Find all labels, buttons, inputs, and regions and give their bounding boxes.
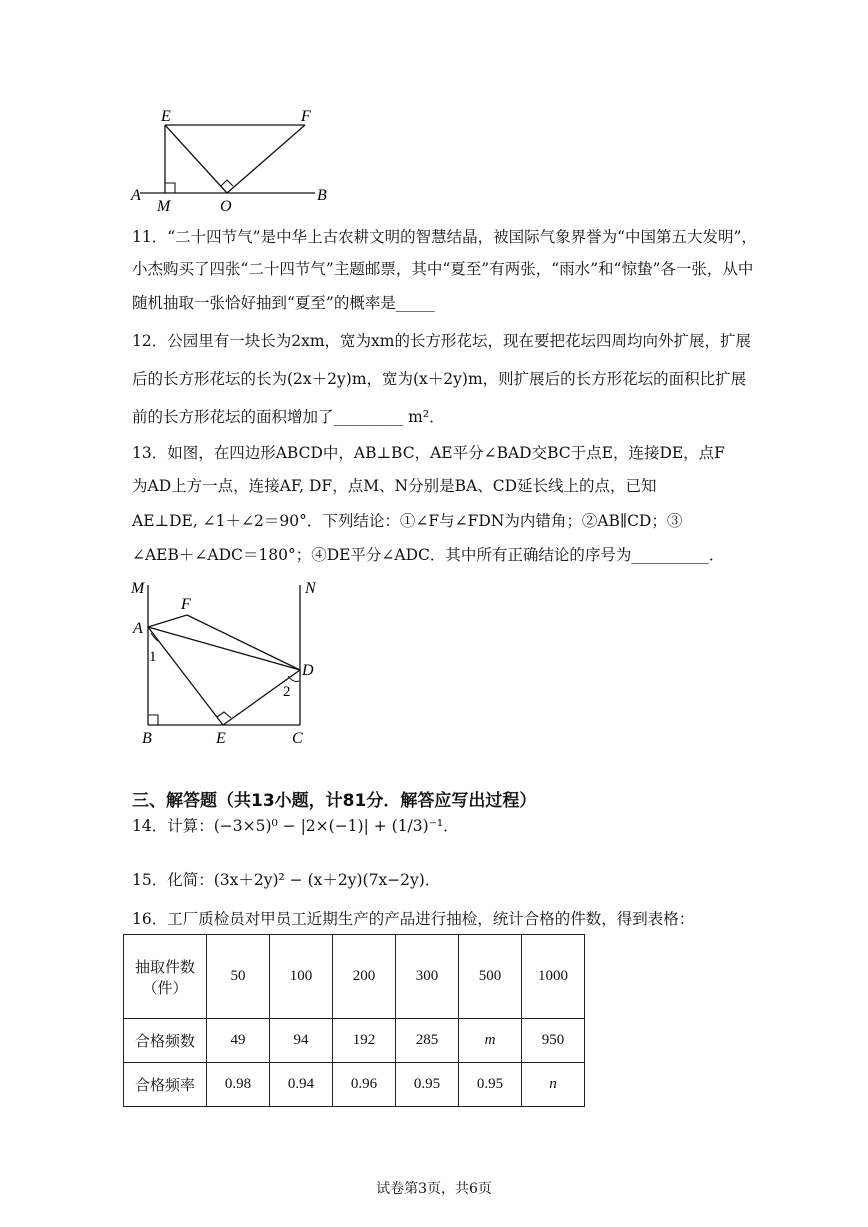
table-row xyxy=(124,1063,585,1107)
table-cell: 1000 xyxy=(522,935,585,1019)
table-cell: 94 xyxy=(270,1019,333,1063)
table-cell: 合格频数 xyxy=(124,1019,207,1063)
label-M: M xyxy=(157,198,171,215)
label-M: M xyxy=(131,580,145,597)
table-cell: 抽取件数（件） xyxy=(124,935,207,1019)
q13-line2: 为AD上方一点，连接AF, DF，点M、N分别是BA、CD延长线上的点，已知 xyxy=(132,477,657,495)
label-2: 2 xyxy=(283,684,291,700)
table-cell: 50 xyxy=(207,935,270,1019)
table-cell: 0.98 xyxy=(207,1063,270,1107)
q15: 15．化简：(3x＋2y)² − (x＋2y)(7x−2y)． xyxy=(132,871,441,889)
label-C: C xyxy=(292,730,303,747)
label-1: 1 xyxy=(149,649,157,665)
section-heading: 三、解答题（共13小题，计81分．解答应写出过程） xyxy=(132,791,537,811)
table-cell: 100 xyxy=(270,935,333,1019)
frequency-table xyxy=(123,934,585,1107)
table-cell: 192 xyxy=(333,1019,396,1063)
label-B: B xyxy=(317,187,327,204)
table-cell: 300 xyxy=(396,935,459,1019)
label-E: E xyxy=(216,730,226,747)
table-cell: 500 xyxy=(459,935,522,1019)
figure-q13 xyxy=(125,575,335,750)
page-footer: 试卷第3页，共6页 xyxy=(376,1181,492,1197)
q11-line1: 11．“二十四节气”是中华上古农耕文明的智慧结晶，被国际气象界誉为“中国第五大发明”， xyxy=(132,228,757,246)
label-A: A xyxy=(133,620,143,637)
label-N: N xyxy=(305,580,316,597)
table-cell: 0.96 xyxy=(333,1063,396,1107)
table-cell: 0.94 xyxy=(270,1063,333,1107)
q13-line4: ∠AEB＋∠ADC＝180°；④DE平分∠ADC．其中所有正确结论的序号为__________． xyxy=(132,546,725,564)
label-F: F xyxy=(181,596,191,613)
label-O: O xyxy=(220,198,232,215)
table-cell: 49 xyxy=(207,1019,270,1063)
q13-line1: 13．如图，在四边形ABCD中，AB⊥BC，AE平分∠BAD交BC于点E，连接DE，点F xyxy=(132,444,725,462)
table-cell: 200 xyxy=(333,935,396,1019)
label-A: A xyxy=(131,187,141,204)
q16: 16．工厂质检员对甲员工近期生产的产品进行抽检，统计合格的件数，得到表格： xyxy=(132,910,695,928)
table-cell: 285 xyxy=(396,1019,459,1063)
q11-line2: 小杰购买了四张“二十四节气”主题邮票，其中“夏至”有两张，“雨水”和“惊蛰”各一张，从中 xyxy=(132,260,754,278)
figure-q10 xyxy=(125,105,345,215)
q13-line3: AE⊥DE, ∠1＋∠2＝90°．下列结论：①∠F与∠FDN为内错角；②AB∥CD；③ xyxy=(132,512,683,530)
q12-line2: 后的长方形花坛的长为(2x＋2y)m，宽为(x＋2y)m，则扩展后的长方形花坛的面积比扩展 xyxy=(132,370,747,388)
table-cell: 950 xyxy=(522,1019,585,1063)
q12-line3: 前的长方形花坛的面积增加了_________ m²． xyxy=(132,408,445,426)
label-B: B xyxy=(142,730,152,747)
table-cell: 合格频率 xyxy=(124,1063,207,1107)
table-cell: 0.95 xyxy=(459,1063,522,1107)
label-E: E xyxy=(161,108,171,125)
table-cell: m xyxy=(459,1019,522,1063)
label-F: F xyxy=(301,108,311,125)
table-row xyxy=(124,1019,585,1063)
q11-line3: 随机抽取一张恰好抽到“夏至”的概率是_____ xyxy=(132,294,435,312)
label-D: D xyxy=(302,662,314,679)
q14: 14．计算：(−3×5)⁰ − |2×(−1)| + (1/3)⁻¹． xyxy=(132,817,459,835)
table-row xyxy=(124,935,585,1019)
table-cell: n xyxy=(522,1063,585,1107)
table-cell: 0.95 xyxy=(396,1063,459,1107)
q12-line1: 12．公园里有一块长为2xm，宽为xm的长方形花坛，现在要把花坛四周均向外扩展，扩展 xyxy=(132,332,751,350)
